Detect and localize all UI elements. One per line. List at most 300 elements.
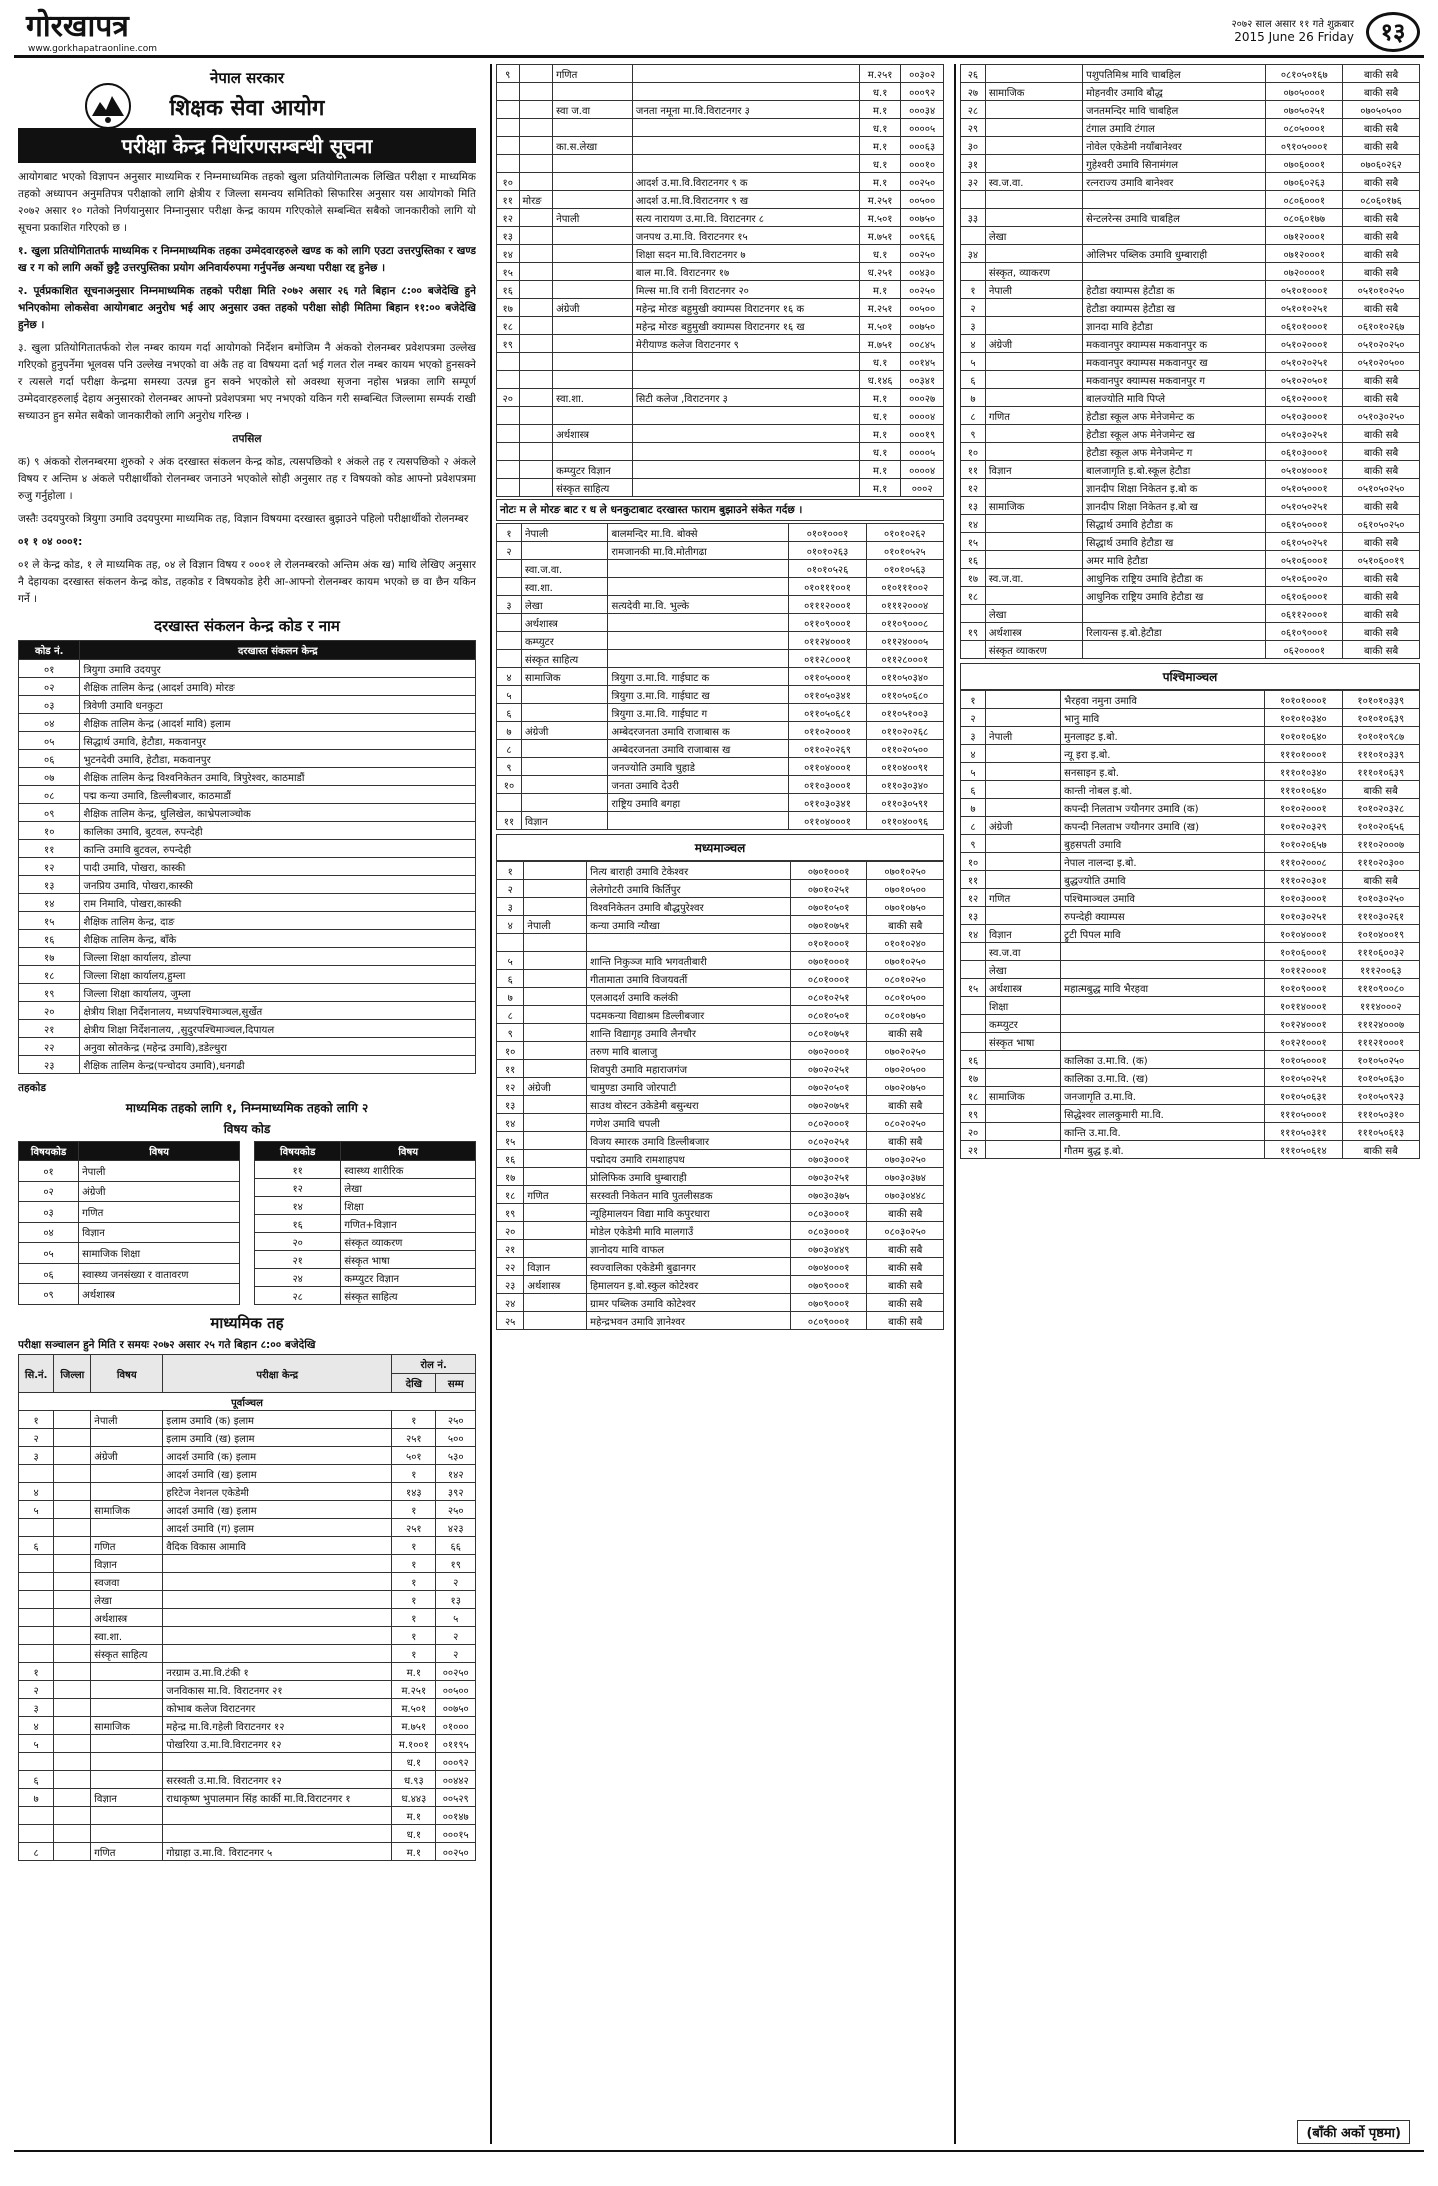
- table-row: [961, 461, 1420, 479]
- table-cell: [632, 371, 859, 389]
- table-cell: म.१: [860, 173, 901, 191]
- table-cell: रिलायन्स इ.बो.हेटौडा: [1083, 623, 1266, 641]
- table-cell: मेरीयाण्ड कलेज विराटनगर ९: [632, 335, 859, 353]
- table-cell: १५: [497, 1132, 524, 1150]
- notice-clause-ka: क) ९ अंकको रोलनम्बरमा शुरुको २ अंक दरखास्त संकलन केन्द्र कोड, त्यसपछिको १ अंकले तह र त्यसपछिको २ अंकले विषय र अन्तिम ४ अंकले परीक्षार्थीको रोलनम्बर जनाउने भएकोले सोही अनुसार तह र विषयको कोड आफ्नो प्रवेशपत्रमा रुजु गर्नुहोला ।: [18, 456, 476, 502]
- table-cell: २१: [497, 1240, 524, 1258]
- table-cell: १०१०२०००१: [1265, 799, 1342, 817]
- table-cell: [54, 1501, 91, 1519]
- table-cell: [519, 443, 553, 461]
- table-cell: ०३: [19, 696, 80, 714]
- table-cell: ०७०२०७५०: [867, 1078, 944, 1096]
- table-cell: सामाजिक: [91, 1501, 163, 1519]
- table-cell: [608, 632, 789, 650]
- column-3: [954, 64, 1420, 2144]
- table-cell: पद्मोदय उमावि रामशाहपथ: [587, 1150, 791, 1168]
- table-cell: [91, 1681, 163, 1699]
- table-row: [497, 970, 944, 988]
- table-cell: ०११०३०३४१: [789, 794, 866, 812]
- table-row: [961, 605, 1420, 623]
- table-row: [497, 1276, 944, 1294]
- table-row: [19, 1789, 476, 1807]
- table-cell: १०१०२०३२९: [1265, 817, 1342, 835]
- table-cell: १७: [19, 948, 80, 966]
- table-cell: बाकी सबै: [867, 1276, 944, 1294]
- table-cell: १११०१०००१: [1265, 745, 1342, 763]
- table-cell: [961, 605, 986, 623]
- table-cell: [553, 245, 633, 263]
- table-row: [497, 119, 944, 137]
- table-cell: बाकी सबै: [1343, 587, 1420, 605]
- table-cell: म.५०१: [860, 209, 901, 227]
- table-cell: स्वज्वालिका एकेडेमी बुढानगर: [587, 1258, 791, 1276]
- table-cell: गुहेश्वरी उमावि सिनामंगल: [1083, 155, 1266, 173]
- table-row: [497, 1132, 944, 1150]
- table-cell: १११०१०६३९: [1342, 763, 1419, 781]
- table-cell: [519, 101, 553, 119]
- government-emblem-icon: [84, 82, 132, 130]
- table-cell: ०७: [19, 768, 80, 786]
- table-cell: ध.१: [860, 245, 901, 263]
- table-cell: [1083, 227, 1266, 245]
- table-cell: [54, 1753, 91, 1771]
- table-cell: विज्ञान: [91, 1789, 163, 1807]
- table-cell: ०५१०४०००१: [1266, 461, 1343, 479]
- table-cell: १६: [497, 281, 520, 299]
- table-cell: बाकी सबै: [867, 916, 944, 934]
- table-cell: [1083, 605, 1266, 623]
- table-cell: बाकी सबै: [1342, 1141, 1419, 1159]
- notice-point-3: ३. खुला प्रतियोगितातर्फको रोल नम्बर कायम गर्दा आयोगको निर्देशन बमोजिम नै अंकको रोलनम्बर प्रवेशपत्रमा उल्लेख गरिएको हुनुपर्नेमा भूलवस पनि उल्लेख नभएको वा अंकै तह वा विषयमा दर्ता भई गलत रोल नम्बर कायम भएको हुनसक्ने र त्यसले गर्दा परीक्षा केन्द्रमा समस्या उत्पन्न हुन सक्ने भएकोले सो अवस्था सृजना नहोस भन्नका लागि सम्पूर्ण उम्मेदवारहरुलाई देहाय अनुसारको रोलनम्बर आफ्नो प्रवेशपत्रमा भए नभएको यकिन गरी सम्बन्धित जिल्लामा सम्पर्क राखी सच्याउन हुन समेत सबैको जानकारीको लागि अनुरोध गरिन्छ ।: [18, 342, 476, 422]
- table-cell: [54, 1807, 91, 1825]
- table-cell: [986, 853, 1061, 871]
- table-cell: ००७५०: [901, 209, 944, 227]
- table-cell: म.१: [860, 101, 901, 119]
- table-cell: ०१०१०५२५: [866, 542, 943, 560]
- table-cell: बाल मा.वि. विराटनगर १७: [632, 263, 859, 281]
- table-row: [497, 524, 944, 542]
- table-row: [19, 1519, 476, 1537]
- table-row: [19, 1609, 476, 1627]
- table-cell: १११०२०००७: [1342, 835, 1419, 853]
- table-cell: ००४४२: [436, 1771, 476, 1789]
- table-cell: ०११९५: [436, 1735, 476, 1753]
- table-cell: १३: [19, 876, 80, 894]
- table-cell: क्षेत्रीय शिक्षा निर्देशनालय, ,सुदुरपश्चिमाञ्चल,दिपायल: [80, 1020, 476, 1038]
- table-row: [19, 768, 476, 786]
- table-cell: ०७०५०२५१: [1266, 101, 1343, 119]
- table-cell: १८: [497, 1186, 524, 1204]
- table-cell: बाकी सबै: [1343, 299, 1420, 317]
- table-cell: गणित: [91, 1537, 163, 1555]
- table-row: [961, 533, 1420, 551]
- table-cell: आदर्श उ.मा.वि.विराटनगर ९ क: [632, 173, 859, 191]
- region-heading: पूर्वाञ्चल: [19, 1393, 476, 1411]
- table-cell: ९: [961, 835, 986, 853]
- makwanpur-exam-table: [960, 64, 1420, 659]
- table-cell: [91, 1699, 163, 1717]
- table-cell: ३२: [961, 173, 986, 191]
- table-cell: सेन्टलरेन्स उमावि चाबहिल: [1083, 209, 1266, 227]
- table-row: [497, 1294, 944, 1312]
- table-cell: १११०५०६१३: [1342, 1123, 1419, 1141]
- table-cell: बाकी सबै: [1343, 389, 1420, 407]
- table-header: रोल नं.: [392, 1355, 476, 1374]
- table-cell: १: [961, 691, 986, 709]
- table-row: [19, 1843, 476, 1861]
- table-row: [255, 1197, 476, 1215]
- table-cell: २०: [255, 1233, 341, 1251]
- table-cell: ध.१: [392, 1825, 436, 1843]
- table-cell: ००५२९: [436, 1789, 476, 1807]
- table-cell: विज्ञान: [986, 925, 1061, 943]
- table-cell: [163, 1627, 392, 1645]
- table-cell: १७: [497, 299, 520, 317]
- table-row: [19, 1222, 240, 1243]
- table-row: [961, 1033, 1420, 1051]
- table-cell: १११०१०३३९: [1342, 745, 1419, 763]
- table-cell: ५०१: [392, 1447, 436, 1465]
- secondary-level-title: माध्यमिक तह: [210, 1314, 284, 1332]
- table-cell: १११०५०३१०: [1342, 1105, 1419, 1123]
- table-cell: [54, 1717, 91, 1735]
- table-cell: गणित: [986, 889, 1061, 907]
- table-cell: सामाजिक: [91, 1717, 163, 1735]
- table-row: [497, 191, 944, 209]
- table-cell: [587, 934, 791, 952]
- table-cell: गणेश उमावि चपली: [587, 1114, 791, 1132]
- table-cell: टंगाल उमावि टंगाल: [1083, 119, 1266, 137]
- table-cell: म.१००१: [392, 1735, 436, 1753]
- table-row: [961, 997, 1420, 1015]
- table-cell: १९: [961, 1105, 986, 1123]
- table-cell: गणित+विज्ञान: [341, 1215, 476, 1233]
- table-cell: [522, 686, 608, 704]
- table-cell: १११०३०२६१: [1342, 907, 1419, 925]
- table-cell: २४: [255, 1269, 341, 1287]
- table-cell: आदर्श उमावि (ख) इलाम: [163, 1501, 392, 1519]
- table-cell: ५: [497, 686, 522, 704]
- table-row: [961, 101, 1420, 119]
- table-cell: ०५१०२०५०१: [1266, 371, 1343, 389]
- table-cell: ४२३: [436, 1519, 476, 1537]
- table-cell: ०१११२०००१: [789, 596, 866, 614]
- table-cell: [519, 353, 553, 371]
- table-cell: [985, 353, 1082, 371]
- table-cell: शिवपुरी उमावि महाराजगंज: [587, 1060, 791, 1078]
- table-cell: ०७०३०३७५: [790, 1186, 867, 1204]
- table-row: [961, 1123, 1420, 1141]
- table-cell: ११: [961, 871, 986, 889]
- table-cell: [497, 632, 522, 650]
- table-cell: ०११०५०३४१: [789, 686, 866, 704]
- table-cell: महेन्द्र मोरङ बहुमुखी क्याम्पस विराटनगर १६ ख: [632, 317, 859, 335]
- table-row: [497, 245, 944, 263]
- table-row: [497, 880, 944, 898]
- table-cell: कम्प्युटर: [986, 1015, 1061, 1033]
- table-cell: १८: [19, 966, 80, 984]
- table-cell: [519, 479, 553, 497]
- table-cell: १०१०३०२५०: [1342, 889, 1419, 907]
- table-row: [961, 479, 1420, 497]
- table-cell: कालिका उ.मा.वि. (क): [1061, 1051, 1265, 1069]
- table-cell: [961, 263, 986, 281]
- table-cell: [632, 407, 859, 425]
- table-cell: [961, 641, 986, 659]
- table-cell: शैक्षिक तालिम केन्द्र, दाङ: [80, 912, 476, 930]
- table-cell: ०६: [19, 1263, 79, 1284]
- table-cell: १२: [961, 889, 986, 907]
- table-cell: जनविकास मा.वि. विराटनगर २१: [163, 1681, 392, 1699]
- table-cell: ०८०३०००१: [790, 1222, 867, 1240]
- table-row: [19, 1807, 476, 1825]
- table-cell: ०७०१०२५१: [790, 880, 867, 898]
- table-cell: बाकी सबै: [1343, 119, 1420, 137]
- table-cell: शिक्षा: [341, 1197, 476, 1215]
- table-cell: ००००५: [901, 443, 944, 461]
- table-cell: मिल्स मा.वि रानी विराटनगर २०: [632, 281, 859, 299]
- table-cell: १५: [961, 979, 986, 997]
- table-row: [497, 137, 944, 155]
- table-cell: २३: [497, 1276, 524, 1294]
- table-cell: [519, 281, 553, 299]
- subject-code-table-left: [18, 1141, 240, 1305]
- table-cell: ३: [19, 1447, 54, 1465]
- table-cell: ११: [497, 1060, 524, 1078]
- table-cell: ०५१०१०२५०: [1343, 281, 1420, 299]
- table-cell: ०००१५: [436, 1825, 476, 1843]
- table-cell: म.१: [392, 1843, 436, 1861]
- page-number: १३: [1366, 12, 1420, 52]
- table-cell: २१: [19, 1020, 80, 1038]
- table-row: [19, 840, 476, 858]
- table-row: [961, 515, 1420, 533]
- table-cell: १११२४०००७: [1342, 1015, 1419, 1033]
- table-cell: बुद्धज्योति उमावि: [1061, 871, 1265, 889]
- table-cell: [553, 263, 633, 281]
- table-cell: स्वास्थ्य शारीरिक: [341, 1161, 476, 1179]
- table-cell: जिल्ला शिक्षा कार्यालय, डोल्पा: [80, 948, 476, 966]
- table-row: [961, 709, 1420, 727]
- table-cell: ०११०३०५९१: [866, 794, 943, 812]
- table-cell: [19, 1573, 54, 1591]
- table-cell: १०११४०००१: [1265, 997, 1342, 1015]
- table-cell: १९: [436, 1555, 476, 1573]
- morang-note: नोटः म ले मोरङ बाट र ध ले धनकुटाबाट दरखास्त फाराम बुझाउने संकेत गर्दछ ।: [496, 499, 944, 521]
- table-cell: शैक्षिक तालिम केन्द्र, धुलिखेल, काभ्रेपलाञ्चोक: [80, 804, 476, 822]
- table-cell: [524, 898, 587, 916]
- table-cell: २५१: [392, 1429, 436, 1447]
- table-cell: ००८४५: [901, 335, 944, 353]
- table-cell: ७: [19, 1789, 54, 1807]
- table-cell: १११०२०००८: [1265, 853, 1342, 871]
- table-cell: [985, 155, 1082, 173]
- notice-title: परीक्षा केन्द्र निर्धारणसम्बन्धी सूचना: [18, 128, 476, 163]
- table-cell: कान्ति उमावि बुटवल, रुपन्देही: [80, 840, 476, 858]
- table-cell: नरग्राम उ.मा.वि.टंकी १: [163, 1663, 392, 1681]
- table-row: [497, 650, 944, 668]
- table-cell: ०७०१०५०१: [790, 898, 867, 916]
- table-cell: १४: [255, 1197, 341, 1215]
- table-row: [497, 1060, 944, 1078]
- table-cell: [54, 1609, 91, 1627]
- table-cell: महेन्द्रभवन उमावि ज्ञानेश्वर: [587, 1312, 791, 1330]
- table-cell: प्रोलिफिक उमावि धुम्बाराही: [587, 1168, 791, 1186]
- table-cell: ०११०५०६८१: [789, 704, 866, 722]
- table-cell: ०१: [19, 1161, 79, 1182]
- table-cell: ०७०१०५००: [867, 880, 944, 898]
- table-row: [497, 1258, 944, 1276]
- table-row: [19, 1056, 476, 1074]
- table-cell: ०११२४०००१: [789, 632, 866, 650]
- table-cell: १०१०५०२५०: [1342, 1051, 1419, 1069]
- table-cell: शान्ति विद्यागृह उमावि लैनचौर: [587, 1024, 791, 1042]
- table-cell: ०००६३: [901, 137, 944, 155]
- table-cell: ५००: [436, 1429, 476, 1447]
- table-cell: म.२५१: [392, 1681, 436, 1699]
- table-cell: १६: [961, 551, 986, 569]
- table-cell: ०७०२०७५१: [790, 1096, 867, 1114]
- table-cell: जनता उमावि देउरी: [608, 776, 789, 794]
- table-cell: कन्या उमावि न्यौखा: [587, 916, 791, 934]
- table-row: [497, 1186, 944, 1204]
- continued-note: (बाँकी अर्को पृष्ठमा): [1297, 2120, 1410, 2144]
- table-cell: सामाजिक: [986, 1087, 1061, 1105]
- table-cell: मकवानपुर क्याम्पस मकवानपुर ख: [1083, 353, 1266, 371]
- table-cell: [19, 1645, 54, 1663]
- table-cell: ६: [19, 1771, 54, 1789]
- table-header: सि.नं.: [19, 1355, 54, 1393]
- table-cell: [1061, 1015, 1265, 1033]
- table-cell: ०८: [19, 786, 80, 804]
- table-cell: २९: [961, 119, 986, 137]
- table-cell: रुपन्देही क्याम्पस: [1061, 907, 1265, 925]
- table-cell: १: [392, 1573, 436, 1591]
- table-cell: [91, 1735, 163, 1753]
- table-row: [255, 1269, 476, 1287]
- table-cell: [961, 227, 986, 245]
- table-cell: ००२५०: [436, 1663, 476, 1681]
- table-cell: ००२५०: [436, 1843, 476, 1861]
- table-row: [961, 371, 1420, 389]
- table-cell: ०८०३०२५०: [867, 1222, 944, 1240]
- table-cell: [91, 1483, 163, 1501]
- table-cell: ०७०२०५००: [867, 1060, 944, 1078]
- table-cell: न्यू इरा इ.बो.: [1061, 745, 1265, 763]
- table-cell: संस्कृत साहित्य: [91, 1645, 163, 1663]
- table-row: [19, 1501, 476, 1519]
- table-cell: म.७५१: [860, 335, 901, 353]
- table-cell: अर्थशास्त्र: [91, 1609, 163, 1627]
- table-cell: ध.२५१: [860, 263, 901, 281]
- table-cell: ९: [497, 758, 522, 776]
- table-cell: [497, 155, 520, 173]
- table-cell: ध.१: [860, 119, 901, 137]
- table-cell: १९: [19, 984, 80, 1002]
- table-cell: १०१०२०६५६: [1342, 817, 1419, 835]
- table-cell: सामाजिक: [985, 497, 1082, 515]
- table-cell: [961, 1033, 986, 1051]
- table-cell: [497, 407, 520, 425]
- table-cell: १: [392, 1555, 436, 1573]
- table-cell: ३: [961, 317, 986, 335]
- table-cell: बालमन्दिर मा.वि. बोक्से: [608, 524, 789, 542]
- table-cell: बाकी सबै: [1343, 371, 1420, 389]
- table-cell: १४: [961, 925, 986, 943]
- table-cell: ०६१०५०२५१: [1266, 533, 1343, 551]
- table-cell: ०१०१०००१: [789, 524, 866, 542]
- table-cell: स्वा.शा.: [553, 389, 633, 407]
- table-cell: ०१०१०२६२: [866, 524, 943, 542]
- table-cell: जनतमन्दिर मावि चाबहिल: [1083, 101, 1266, 119]
- table-cell: बाकी सबै: [867, 1132, 944, 1150]
- table-cell: १५: [961, 533, 986, 551]
- government-title: नेपाल सरकार: [210, 69, 284, 87]
- table-cell: ०६: [19, 750, 80, 768]
- table-cell: ०७०२०५०१: [790, 1078, 867, 1096]
- table-cell: [985, 299, 1082, 317]
- table-cell: ध.१: [860, 155, 901, 173]
- table-cell: बुहसपती उमावि: [1061, 835, 1265, 853]
- table-cell: रत्नराज्य उमावि बानेश्वर: [1083, 173, 1266, 191]
- table-cell: संस्कृत भाषा: [341, 1251, 476, 1269]
- table-cell: म.१: [860, 281, 901, 299]
- table-cell: ०६१०२०००१: [1266, 389, 1343, 407]
- table-cell: १६: [19, 930, 80, 948]
- table-row: [961, 569, 1420, 587]
- table-cell: अंग्रेजी: [91, 1447, 163, 1465]
- table-cell: गीतामाता उमावि विजयवर्ती: [587, 970, 791, 988]
- table-cell: बालज्योति मावि पिप्ले: [1083, 389, 1266, 407]
- table-cell: १०: [961, 853, 986, 871]
- table-cell: [632, 137, 859, 155]
- table-row: [497, 299, 944, 317]
- table-cell: अर्थशास्त्र: [553, 425, 633, 443]
- table-cell: नेपाली: [985, 281, 1082, 299]
- table-cell: [524, 988, 587, 1006]
- table-cell: १६: [961, 1051, 986, 1069]
- table-cell: ध.१: [860, 443, 901, 461]
- table-cell: [985, 119, 1082, 137]
- table-cell: अंग्रेजी: [985, 335, 1082, 353]
- table-cell: ०८०६०१७६: [1343, 191, 1420, 209]
- table-cell: बाकी सबै: [1343, 245, 1420, 263]
- table-cell: ०११०४०००१: [789, 758, 866, 776]
- table-row: [497, 596, 944, 614]
- table-cell: १४: [961, 515, 986, 533]
- table-cell: शिक्षा: [986, 997, 1061, 1015]
- table-cell: ०६१०९०००१: [1266, 623, 1343, 641]
- table-row: [961, 781, 1420, 799]
- table-row: [19, 894, 476, 912]
- table-cell: बाकी सबै: [1343, 533, 1420, 551]
- table-cell: ०९: [19, 1284, 79, 1305]
- table-cell: बाकी सबै: [1343, 263, 1420, 281]
- table-cell: ०७०५०००१: [1266, 83, 1343, 101]
- table-cell: [986, 799, 1061, 817]
- table-cell: १८: [961, 1087, 986, 1105]
- table-cell: जनपथ उ.मा.वि. विराटनगर १५: [632, 227, 859, 245]
- table-cell: [524, 1006, 587, 1024]
- table-cell: [1083, 641, 1266, 659]
- table-cell: [961, 191, 986, 209]
- table-row: [255, 1233, 476, 1251]
- table-cell: [524, 862, 587, 880]
- table-cell: नोवेल एकेडेमी नयाँबानेश्वर: [1083, 137, 1266, 155]
- table-cell: ४: [19, 1483, 54, 1501]
- table-cell: १६: [497, 1150, 524, 1168]
- table-cell: अंग्रेजी: [79, 1181, 240, 1202]
